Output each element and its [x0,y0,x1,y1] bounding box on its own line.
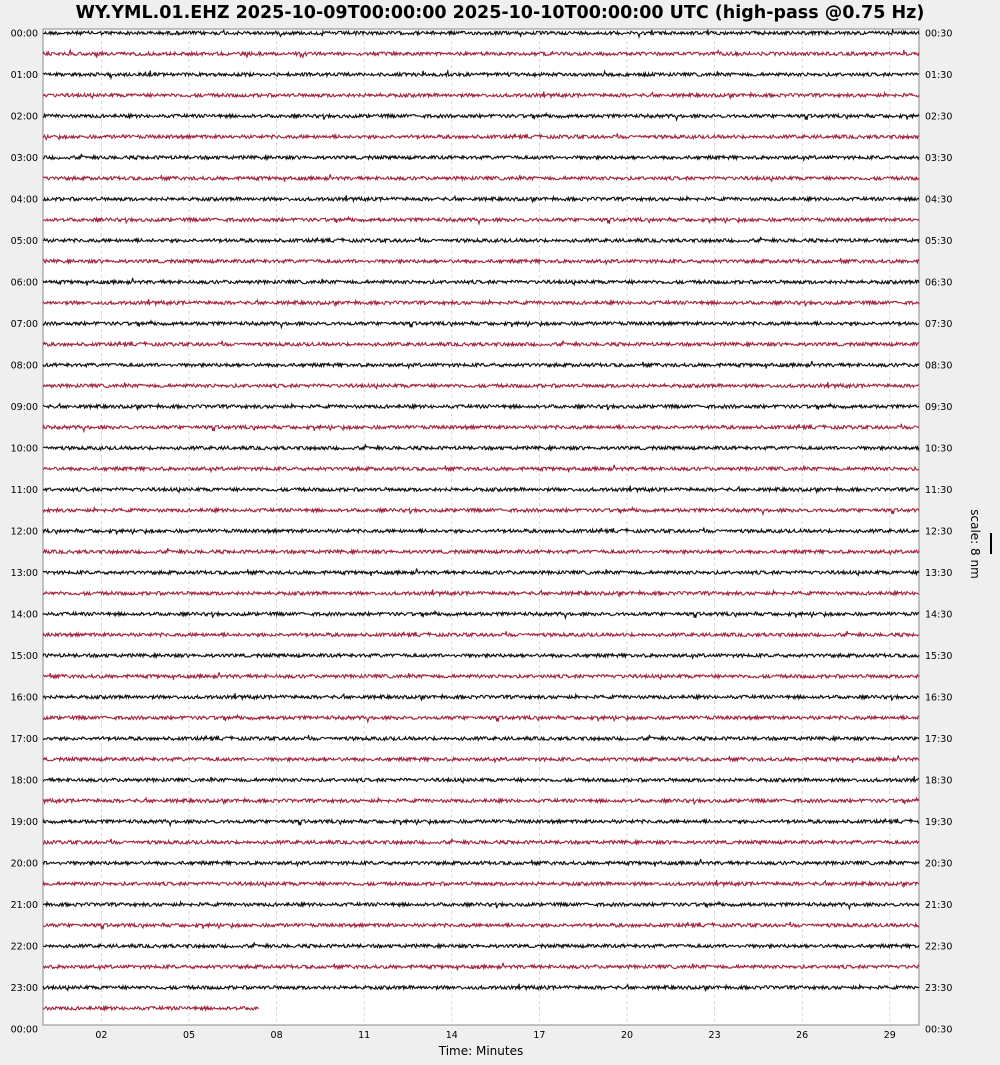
y-tick-label-right: 20:30 [925,858,953,870]
y-tick-label-left: 07:00 [10,319,38,330]
y-tick-label-right: 23:30 [925,983,953,994]
y-tick-label-right: 08:30 [925,360,953,372]
x-axis-label: Time: Minutes [438,1044,524,1058]
y-tick-label-left: 14:00 [10,609,38,621]
y-tick-label-right: 00:30 [925,1024,953,1036]
x-tick-label: 26 [796,1030,809,1041]
y-tick-label-right: 12:30 [925,526,953,538]
y-tick-label-right: 02:30 [925,111,953,123]
y-tick-label-left: 00:00 [10,1024,38,1036]
y-tick-label-left: 02:00 [10,111,38,123]
y-tick-label-right: 05:30 [925,236,953,247]
y-tick-label-left: 17:00 [10,734,38,745]
x-tick-label: 23 [708,1030,721,1041]
y-tick-label-right: 22:30 [925,941,953,953]
y-tick-label-right: 00:30 [925,28,953,40]
y-tick-label-right: 16:30 [925,692,953,704]
y-tick-label-left: 05:00 [10,236,38,247]
y-tick-label-left: 10:00 [10,443,38,455]
y-tick-label-left: 00:00 [10,28,38,40]
y-tick-label-right: 04:30 [925,194,953,206]
y-tick-label-left: 12:00 [10,526,38,538]
y-tick-label-left: 06:00 [10,277,38,289]
y-tick-label-right: 06:30 [925,277,953,289]
y-tick-label-right: 10:30 [925,443,953,455]
scale-label: scale: 8 nm [968,509,982,579]
y-tick-label-left: 13:00 [10,568,38,579]
y-tick-label-left: 18:00 [10,775,38,787]
y-tick-label-left: 01:00 [10,70,38,81]
x-tick-label: 05 [182,1030,196,1041]
y-tick-label-left: 15:00 [10,651,38,662]
y-tick-label-left: 09:00 [10,402,38,413]
y-tick-label-right: 19:30 [925,817,953,828]
y-tick-label-right: 21:30 [925,900,953,911]
y-tick-label-left: 23:00 [10,983,38,994]
y-tick-label-right: 18:30 [925,775,953,787]
x-tick-label: 14 [445,1030,458,1041]
chart-title: WY.YML.01.EHZ 2025-10-09T00:00:00 2025-10-10T00:00:00 UTC (high-pass @0.75 Hz) [75,3,925,23]
x-tick-label: 11 [358,1030,371,1041]
y-tick-label-right: 07:30 [925,319,953,330]
y-tick-label-right: 13:30 [925,568,953,579]
y-tick-label-right: 14:30 [925,609,953,621]
y-tick-label-right: 09:30 [925,402,953,413]
y-tick-label-left: 22:00 [10,941,38,953]
y-tick-label-right: 17:30 [925,734,953,745]
y-tick-label-right: 01:30 [925,70,953,81]
y-tick-label-left: 04:00 [10,194,38,206]
y-tick-label-left: 19:00 [10,817,38,828]
y-tick-label-right: 11:30 [925,485,953,496]
y-tick-label-left: 20:00 [10,858,38,870]
y-tick-label-right: 15:30 [925,651,953,662]
y-tick-label-right: 03:30 [925,153,953,164]
x-tick-label: 20 [620,1030,634,1041]
y-tick-label-left: 11:00 [10,485,38,496]
x-tick-label: 29 [883,1030,896,1041]
y-tick-label-left: 08:00 [10,360,38,372]
x-tick-label: 17 [533,1030,546,1041]
y-tick-label-left: 21:00 [10,900,38,911]
y-tick-label-left: 16:00 [10,692,38,704]
x-tick-label: 02 [95,1030,108,1041]
x-tick-label: 08 [270,1030,283,1041]
y-tick-label-left: 03:00 [10,153,38,164]
